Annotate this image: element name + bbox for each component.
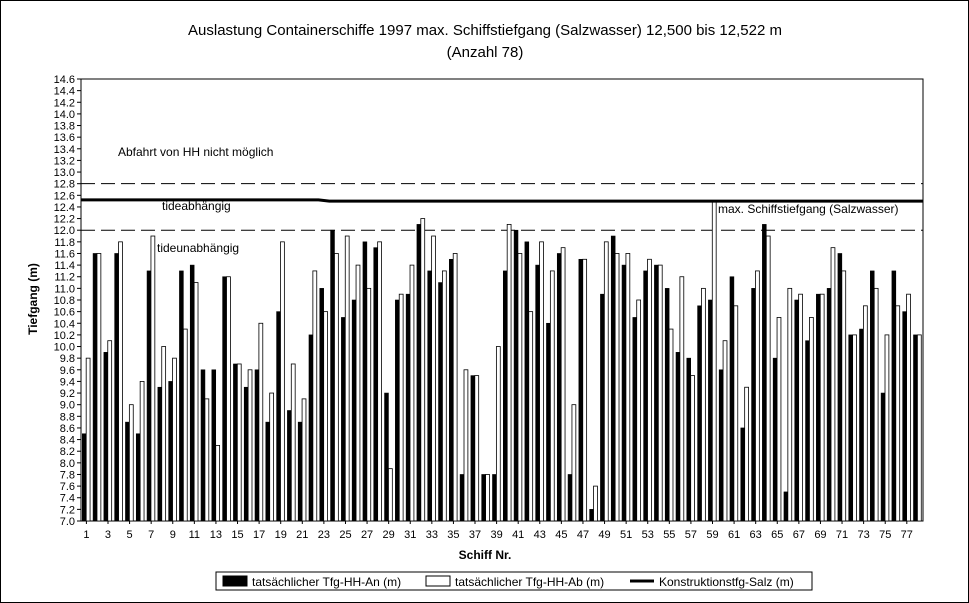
bar-an-37 (471, 376, 475, 521)
bar-an-61 (730, 277, 734, 521)
bar-ab-40 (507, 224, 511, 521)
x-tick-label: 67 (792, 529, 805, 541)
x-tick-label: 53 (641, 529, 654, 541)
bar-ab-75 (885, 335, 889, 521)
bar-ab-29 (388, 469, 392, 521)
x-tick-label: 1 (83, 529, 90, 541)
y-tick-label: 8.2 (59, 446, 75, 459)
bar-an-52 (633, 317, 637, 521)
bar-an-67 (795, 300, 799, 521)
bar-an-75 (881, 393, 885, 521)
bar-an-78 (914, 335, 918, 521)
y-tick-label: 12.4 (53, 201, 75, 214)
y-tick-label: 9.8 (59, 353, 75, 366)
bar-an-22 (309, 335, 313, 521)
y-tick-label: 13.2 (53, 155, 75, 168)
y-tick-label: 12.6 (53, 190, 75, 203)
x-tick-label: 51 (620, 529, 633, 541)
y-tick-label: 8.4 (59, 434, 75, 447)
bar-ab-6 (140, 381, 144, 521)
x-axis-ticks (83, 521, 913, 541)
bar-an-70 (827, 288, 831, 521)
x-tick-label: 9 (169, 529, 176, 541)
bar-ab-26 (356, 265, 360, 521)
bar-an-62 (741, 428, 745, 521)
y-tick-label: 13.6 (53, 132, 75, 145)
bar-an-1 (82, 434, 86, 521)
bar-an-2 (93, 253, 97, 521)
legend (216, 572, 812, 590)
bar-ab-28 (378, 242, 382, 521)
x-tick-label: 21 (296, 529, 309, 541)
bar-ab-73 (863, 306, 867, 521)
bar-ab-50 (615, 253, 619, 521)
bar-ab-46 (572, 405, 576, 521)
bar-an-57 (687, 358, 691, 521)
y-tick-label: 12.8 (53, 178, 75, 191)
bar-an-59 (708, 300, 712, 521)
y-tick-label: 13.0 (53, 167, 75, 180)
bar-ab-36 (464, 370, 468, 521)
bar-ab-62 (745, 387, 749, 521)
x-tick-label: 71 (835, 529, 849, 541)
bar-an-74 (870, 271, 874, 521)
y-tick-label: 10.2 (53, 329, 75, 342)
bar-ab-10 (183, 329, 187, 521)
chart-title: Auslastung Containerschiffe 1997 max. Schiffstiefgang (Salzwasser) 12,500 bis 12,522 m (188, 22, 782, 39)
bar-an-36 (460, 474, 464, 521)
x-tick-label: 49 (598, 529, 611, 541)
bar-ab-71 (842, 271, 846, 521)
bar-ab-66 (788, 288, 792, 521)
x-tick-label: 13 (209, 529, 223, 541)
x-tick-label: 7 (148, 529, 155, 541)
bar-an-19 (277, 312, 281, 521)
legend-label-konstruktion: Konstruktionstfg-Salz (m) (659, 575, 794, 589)
bar-an-69 (816, 294, 820, 521)
legend-swatch-an (223, 576, 247, 586)
bar-an-77 (903, 312, 907, 521)
bar-ab-20 (291, 364, 295, 521)
bar-an-68 (806, 341, 810, 521)
bar-ab-59 (712, 201, 716, 521)
y-tick-label: 10.8 (53, 295, 75, 307)
bar-ab-54 (658, 265, 662, 521)
bar-ab-23 (324, 312, 328, 521)
x-tick-label: 61 (727, 529, 741, 541)
bar-ab-27 (367, 288, 371, 521)
x-tick-label: 77 (900, 529, 913, 541)
x-tick-label: 5 (126, 529, 133, 541)
bar-an-7 (147, 271, 151, 521)
x-tick-label: 63 (749, 529, 762, 541)
x-tick-label: 69 (814, 529, 827, 541)
bar-ab-43 (540, 242, 544, 521)
bar-ab-22 (313, 271, 317, 521)
y-tick-label: 8.8 (59, 411, 75, 424)
bar-an-26 (352, 300, 356, 521)
y-tick-label: 14.6 (53, 74, 75, 86)
y-tick-label: 7.4 (59, 492, 75, 505)
bar-an-72 (849, 335, 853, 521)
bar-an-20 (287, 411, 291, 522)
bar-an-28 (374, 248, 378, 521)
bar-an-71 (838, 253, 842, 521)
bar-an-18 (266, 422, 270, 521)
bar-an-63 (752, 288, 756, 521)
bar-ab-32 (421, 219, 425, 521)
x-tick-label: 65 (771, 529, 784, 541)
bar-ab-78 (917, 335, 921, 521)
y-tick-label: 12.2 (53, 213, 75, 226)
bar-ab-69 (820, 294, 824, 521)
bar-an-60 (719, 370, 723, 521)
y-tick-label: 7.0 (59, 516, 75, 528)
y-tick-label: 11.4 (54, 260, 75, 273)
bar-ab-34 (442, 271, 446, 521)
bar-an-21 (298, 422, 302, 521)
bar-ab-12 (205, 399, 209, 521)
bar-ab-49 (604, 242, 608, 521)
bar-an-9 (169, 381, 173, 521)
bar-ab-19 (280, 242, 284, 521)
bar-ab-41 (518, 253, 522, 521)
y-tick-label: 9.6 (59, 364, 75, 377)
annotation-tideunabhaengig: tideunabhängig (157, 241, 240, 255)
bar-ab-3 (108, 341, 112, 521)
bar-an-6 (136, 434, 140, 521)
x-tick-label: 33 (425, 529, 438, 541)
tiefgang-chart (1, 1, 968, 602)
bar-an-48 (590, 509, 594, 521)
bar-an-50 (611, 236, 615, 521)
bar-ab-64 (766, 236, 770, 521)
bar-an-39 (493, 474, 497, 521)
legend-label-ab: tatsächlicher Tfg-HH-Ab (m) (455, 575, 605, 589)
x-tick-label: 45 (555, 529, 568, 541)
bar-an-16 (244, 387, 248, 521)
bar-an-35 (449, 259, 453, 521)
bar-ab-68 (809, 317, 813, 521)
y-tick-label: 9.2 (59, 388, 75, 401)
bar-an-43 (536, 265, 540, 521)
bar-an-46 (568, 474, 572, 521)
bar-an-58 (698, 306, 702, 521)
x-tick-label: 29 (382, 529, 395, 541)
bar-ab-65 (777, 317, 781, 521)
bar-ab-15 (237, 364, 241, 521)
bar-ab-21 (302, 399, 306, 521)
bar-ab-1 (86, 358, 90, 521)
bar-an-8 (158, 387, 162, 521)
bar-an-40 (503, 271, 507, 521)
bar-ab-38 (486, 474, 490, 521)
bar-an-32 (417, 224, 421, 521)
bar-ab-58 (701, 288, 705, 521)
bar-ab-51 (626, 253, 630, 521)
bar-ab-47 (583, 259, 587, 521)
bar-an-64 (762, 224, 766, 521)
bar-an-76 (892, 271, 896, 521)
bar-an-54 (654, 265, 658, 521)
y-tick-label: 12.0 (53, 225, 75, 238)
bar-ab-11 (194, 283, 198, 521)
bar-ab-70 (831, 248, 835, 521)
bar-ab-72 (853, 335, 857, 521)
y-tick-label: 10.4 (53, 318, 75, 331)
bar-an-31 (406, 294, 410, 521)
bar-ab-57 (691, 376, 695, 521)
bar-an-30 (395, 300, 399, 521)
bar-an-5 (125, 422, 129, 521)
y-tick-label: 14.0 (53, 108, 75, 121)
bar-an-24 (331, 230, 335, 521)
bar-an-23 (320, 288, 324, 521)
y-tick-label: 13.4 (53, 143, 75, 156)
y-tick-label: 11.2 (54, 271, 75, 284)
bar-an-42 (525, 242, 529, 521)
bar-an-44 (546, 323, 550, 521)
bar-ab-60 (723, 341, 727, 521)
bar-ab-63 (755, 271, 759, 521)
bar-ab-53 (648, 259, 652, 521)
bar-an-41 (514, 230, 518, 521)
bar-ab-7 (151, 236, 155, 521)
bar-an-33 (428, 271, 432, 521)
y-tick-label: 8.6 (59, 422, 75, 435)
bar-ab-67 (799, 294, 803, 521)
bar-ab-24 (334, 253, 338, 521)
bar-an-45 (557, 253, 561, 521)
bar-an-27 (363, 242, 367, 521)
bar-an-4 (115, 253, 119, 521)
bar-an-10 (179, 271, 183, 521)
bar-an-25 (341, 317, 345, 521)
chart-subtitle: (Anzahl 78) (446, 44, 524, 61)
x-tick-label: 59 (706, 529, 719, 541)
bar-ab-13 (216, 445, 220, 521)
x-tick-label: 19 (274, 529, 287, 541)
bar-an-13 (212, 370, 216, 521)
bar-ab-14 (227, 277, 231, 521)
y-tick-label: 14.4 (53, 85, 75, 98)
bar-ab-39 (496, 347, 500, 521)
x-tick-label: 47 (576, 529, 590, 541)
bar-ab-8 (162, 347, 166, 521)
y-tick-label: 13.8 (53, 120, 75, 133)
bar-ab-44 (550, 271, 554, 521)
x-tick-label: 25 (339, 529, 352, 541)
bar-an-15 (233, 364, 237, 521)
x-tick-label: 31 (404, 529, 417, 541)
x-tick-label: 3 (104, 529, 112, 541)
y-tick-label: 10.0 (53, 341, 75, 354)
bar-an-53 (644, 271, 648, 521)
bar-ab-77 (907, 294, 911, 521)
x-tick-label: 17 (252, 529, 266, 541)
bar-an-11 (190, 265, 194, 521)
x-tick-label: 15 (231, 529, 244, 541)
y-axis-label: Tiefgang (m) (26, 263, 40, 335)
bar-an-17 (255, 370, 259, 521)
bar-ab-2 (97, 253, 101, 521)
x-tick-label: 23 (317, 529, 331, 541)
bar-ab-25 (345, 236, 349, 521)
y-tick-label: 7.2 (59, 504, 75, 517)
bar-ab-52 (637, 300, 641, 521)
x-tick-label: 75 (879, 529, 892, 541)
x-tick-label: 57 (684, 529, 698, 541)
bar-ab-33 (432, 236, 436, 521)
bar-ab-45 (561, 248, 565, 521)
bar-an-65 (773, 358, 777, 521)
annotation-tideabhaengig: tideabhängig (162, 199, 231, 213)
bar-ab-16 (248, 370, 252, 521)
bar-ab-18 (270, 393, 274, 521)
x-tick-label: 73 (857, 529, 870, 541)
y-tick-label: 7.8 (59, 469, 75, 482)
bar-ab-5 (129, 405, 133, 521)
y-tick-label: 8.0 (59, 457, 75, 470)
x-tick-label: 37 (468, 529, 482, 541)
y-tick-label: 14.2 (53, 97, 75, 110)
x-tick-label: 11 (188, 529, 201, 541)
bar-ab-42 (529, 312, 533, 521)
x-tick-label: 35 (447, 529, 460, 541)
bar-an-29 (385, 393, 389, 521)
bar-an-56 (676, 352, 680, 521)
legend-label-an: tatsächlicher Tfg-HH-An (m) (252, 575, 402, 589)
y-tick-label: 7.6 (59, 481, 75, 494)
bar-an-3 (104, 352, 108, 521)
bar-ab-31 (410, 265, 414, 521)
bar-ab-48 (594, 486, 598, 521)
bar-ab-17 (259, 323, 263, 521)
y-tick-label: 11.6 (54, 248, 75, 261)
bar-ab-4 (119, 242, 123, 521)
annotation-max-tiefgang: max. Schiffstiefgang (Salzwasser) (718, 202, 899, 216)
bar-an-51 (622, 265, 626, 521)
bar-ab-55 (669, 329, 673, 521)
bar-ab-61 (734, 306, 738, 521)
bar-ab-56 (680, 277, 684, 521)
x-tick-label: 39 (490, 529, 503, 541)
bar-an-49 (600, 294, 604, 521)
y-tick-label: 9.0 (59, 399, 75, 412)
bar-ab-35 (453, 253, 457, 521)
bar-an-38 (482, 474, 486, 521)
annotation-abfahrt: Abfahrt von HH nicht möglich (118, 145, 274, 159)
bar-ab-9 (173, 358, 177, 521)
y-tick-label: 11.8 (54, 236, 75, 249)
bar-an-34 (439, 283, 443, 521)
y-tick-label: 9.4 (59, 376, 75, 389)
x-tick-label: 55 (663, 529, 676, 541)
bar-ab-37 (475, 376, 479, 521)
bar-ab-30 (399, 294, 403, 521)
x-tick-label: 43 (533, 529, 546, 541)
bar-an-66 (784, 492, 788, 521)
y-tick-label: 10.6 (53, 306, 75, 319)
y-axis-ticks (54, 74, 81, 528)
legend-swatch-ab (426, 576, 450, 586)
bar-an-14 (223, 277, 227, 521)
bar-an-12 (201, 370, 205, 521)
bar-an-55 (665, 288, 669, 521)
bar-ab-74 (874, 288, 878, 521)
y-tick-label: 11.0 (54, 283, 75, 296)
x-axis-label: Schiff Nr. (458, 548, 512, 562)
x-tick-label: 41 (512, 529, 525, 541)
bar-an-73 (860, 329, 864, 521)
bar-ab-76 (896, 306, 900, 521)
x-tick-label: 27 (360, 529, 374, 541)
bar-an-47 (579, 259, 583, 521)
